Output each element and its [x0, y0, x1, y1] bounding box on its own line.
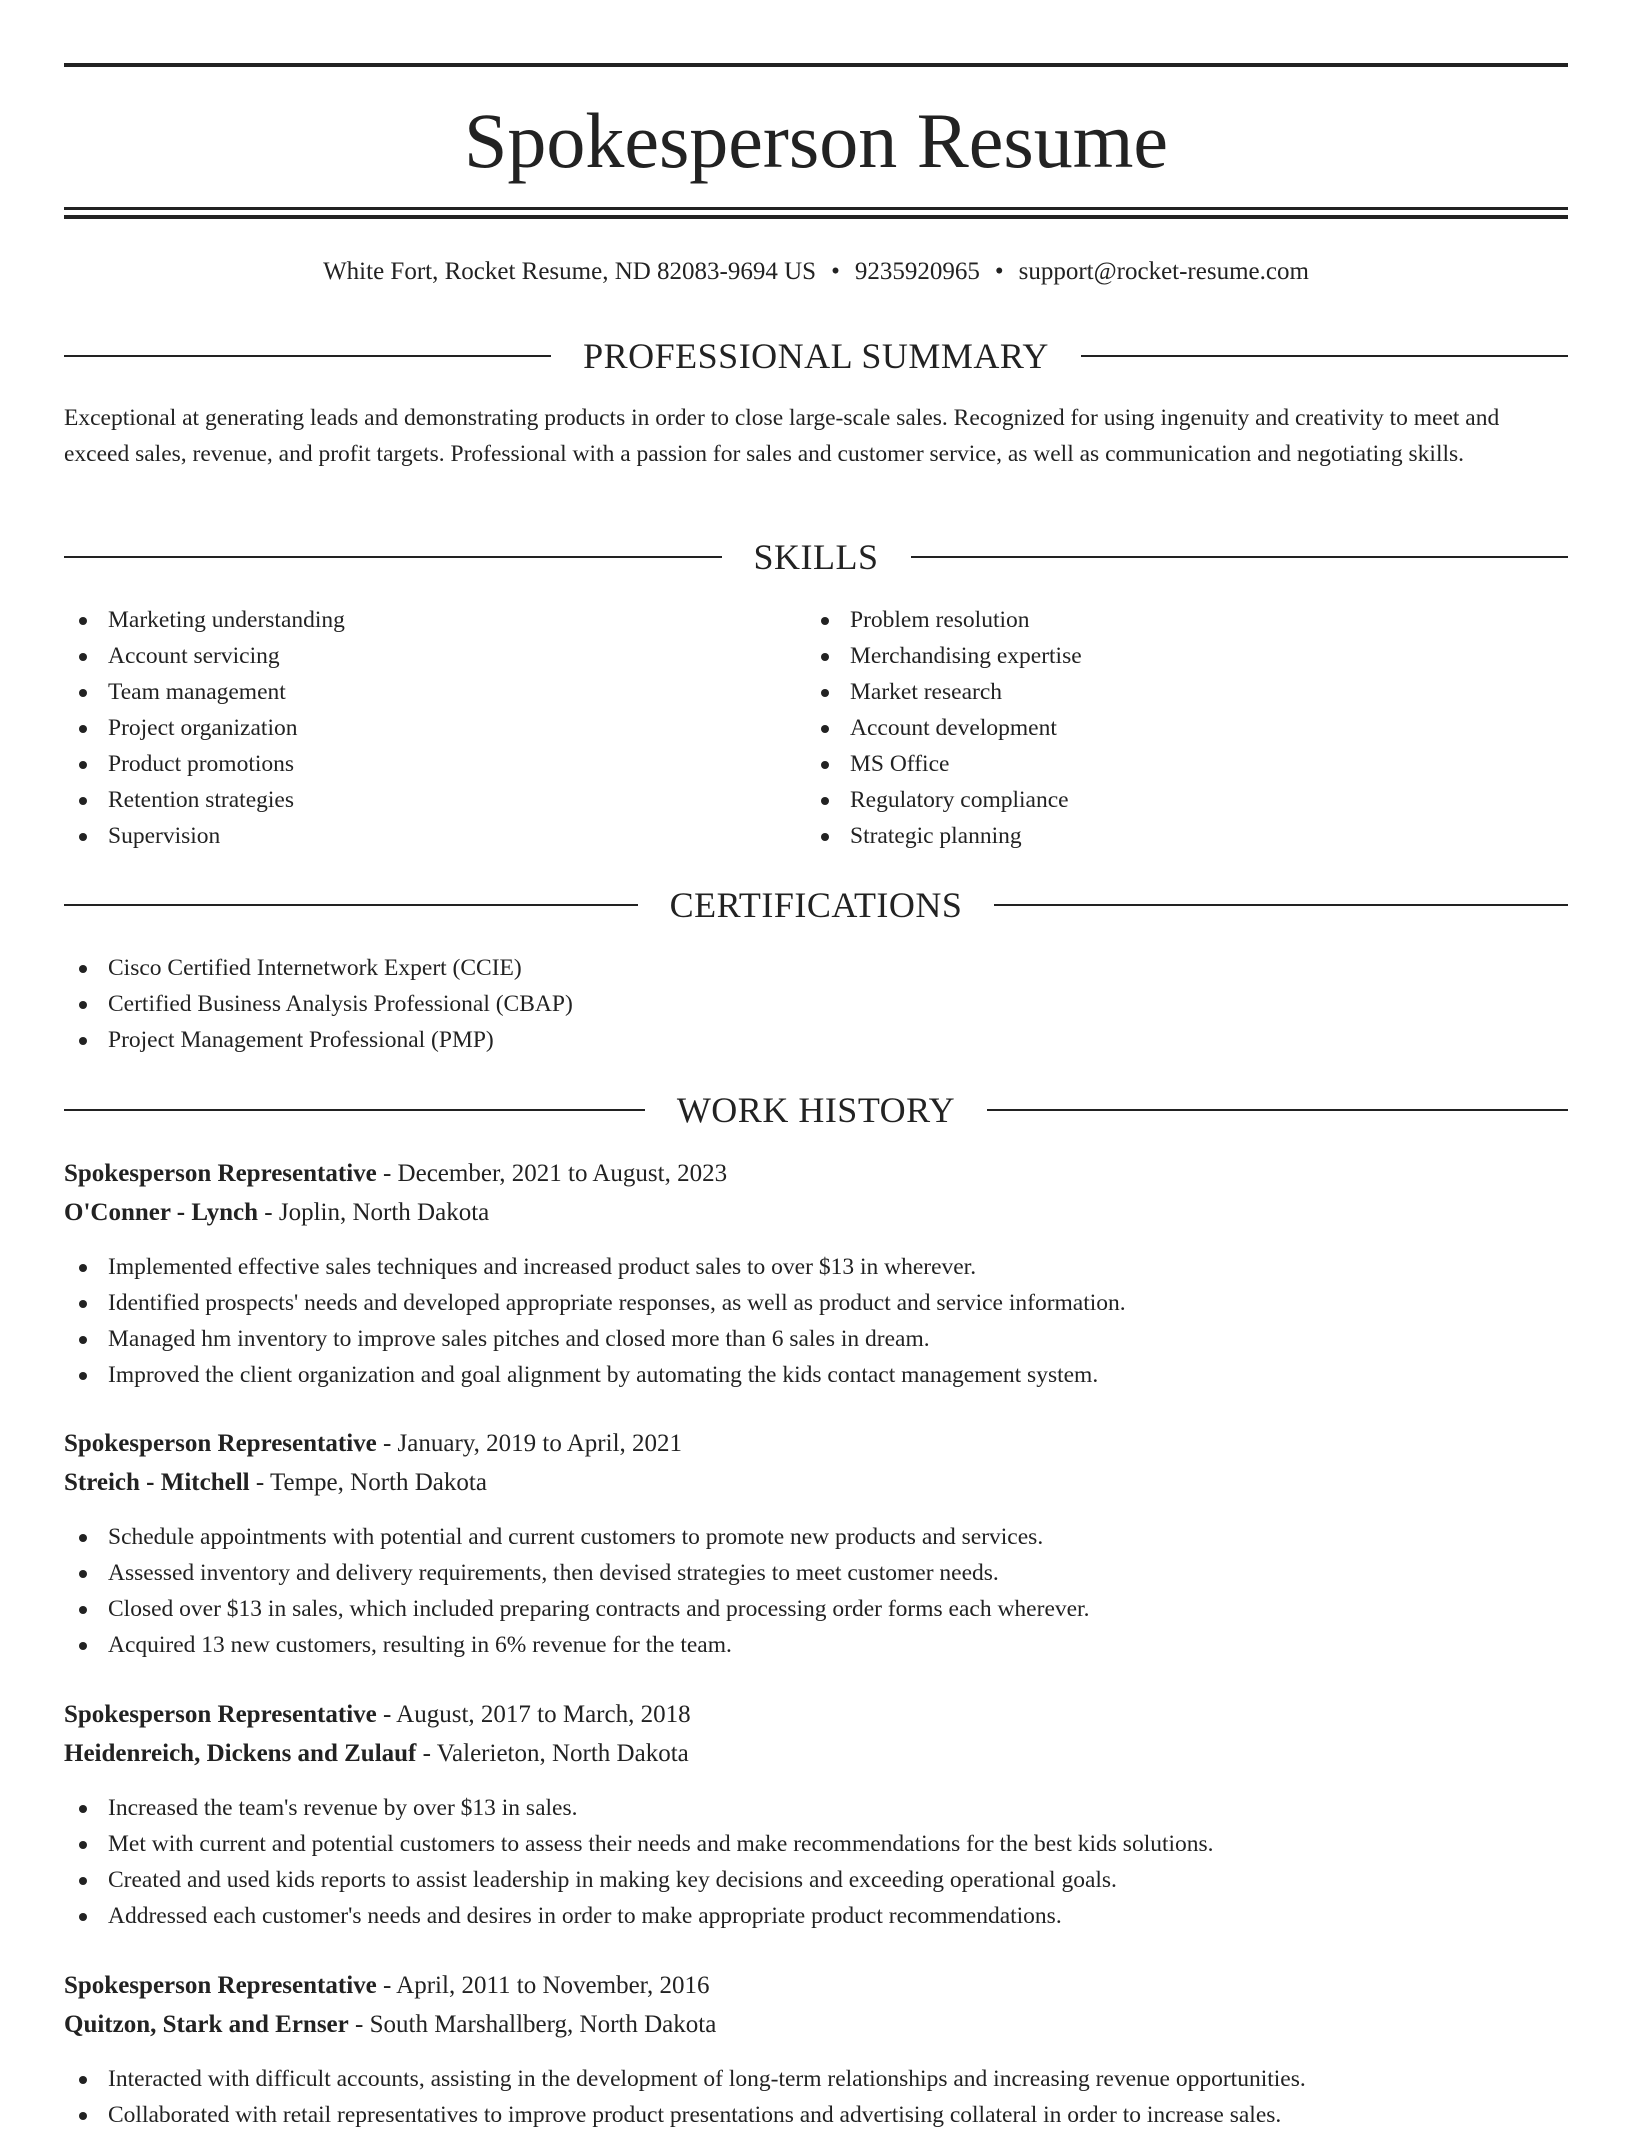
header-double-rule-lower: [64, 215, 1568, 219]
certification-item: [64, 1022, 1568, 1058]
skill-label: Account servicing: [108, 643, 280, 669]
job-dates: - December, 2021 to August, 2023: [382, 1160, 728, 1187]
job-bullets: [64, 1519, 1568, 1663]
heading-rule-right: [987, 1109, 1568, 1111]
skill-item: [64, 818, 804, 854]
bullet-dot: [79, 653, 87, 661]
skill-item: [806, 710, 1546, 746]
job-bullet: [64, 2097, 1568, 2133]
job-bullet-text: Implemented effective sales techniques and increased product sales to over $13 in wherever.: [108, 1254, 977, 1280]
bullet-dot: [821, 617, 829, 625]
job-bullet: [64, 1555, 1568, 1591]
job-title: Spokesperson Representative: [64, 1972, 377, 1999]
bullet-dot: [79, 1805, 87, 1813]
job-title-line: [64, 1696, 1568, 1734]
heading-rule-right: [1081, 355, 1568, 357]
job-bullet-text: Improved the client organization and goal alignment by automating the kids contact management system.: [108, 1362, 1099, 1388]
heading-rule-right: [994, 904, 1568, 906]
job-bullet-text: Managed hm inventory to improve sales pitches and closed more than 6 sales in dream.: [108, 1326, 930, 1352]
job-bullet: [64, 1790, 1568, 1826]
job-bullet-text: Closed over $13 in sales, which included preparing contracts and processing order forms each wherever.: [108, 1596, 1090, 1622]
skill-label: MS Office: [850, 751, 950, 777]
certification-label: Certified Business Analysis Professional (CBAP): [108, 991, 573, 1017]
bullet-dot: [79, 1037, 87, 1045]
job-bullets: [64, 1790, 1568, 1934]
contact-phone: 9235920965: [854, 258, 980, 285]
skill-label: Strategic planning: [850, 823, 1022, 849]
job-location: - Joplin, North Dakota: [264, 1199, 490, 1226]
bullet-dot: [79, 1913, 87, 1921]
job-bullet-text: Identified prospects' needs and developed appropriate responses, as well as product and service information.: [108, 1290, 1126, 1316]
job-location: - Valerieton, North Dakota: [422, 1740, 689, 1767]
skill-item: [64, 674, 804, 710]
bullet-dot: [79, 1642, 87, 1650]
bullet-dot: [79, 797, 87, 805]
bullet-dot: [79, 725, 87, 733]
heading-rule-left: [64, 556, 722, 558]
skill-item: [806, 782, 1546, 818]
section-heading-skills: [64, 535, 1568, 579]
job-company-line: [64, 1734, 1568, 1774]
contact-separator: •: [994, 258, 1004, 285]
bullet-dot: [79, 689, 87, 697]
certification-item: [64, 950, 1568, 986]
job-bullet-text: Assessed inventory and delivery requirements, then devised strategies to meet customer needs.: [108, 1560, 999, 1586]
bullet-dot: [79, 617, 87, 625]
job-company: Quitzon, Stark and Ernser: [64, 2011, 349, 2038]
job-dates: - January, 2019 to April, 2021: [382, 1430, 683, 1457]
skill-item: [64, 710, 804, 746]
job-title-line: [64, 1155, 1568, 1193]
section-heading-summary: [64, 334, 1568, 378]
skill-item: [64, 782, 804, 818]
job-bullet: [64, 1285, 1568, 1321]
bullet-dot: [79, 1534, 87, 1542]
job-bullet: [64, 2061, 1568, 2097]
job-dates: - April, 2011 to November, 2016: [382, 1972, 710, 1999]
contact-address: White Fort, Rocket Resume, ND 82083-9694 US: [323, 258, 817, 285]
job-company-line: [64, 1463, 1568, 1503]
job-dates: - August, 2017 to March, 2018: [382, 1701, 691, 1728]
job-company-line: [64, 2005, 1568, 2045]
skill-label: Marketing understanding: [108, 607, 345, 633]
section-heading-certifications: [64, 883, 1568, 927]
job-bullet: [64, 1249, 1568, 1285]
bullet-dot: [79, 1877, 87, 1885]
job-company: Heidenreich, Dickens and Zulauf: [64, 1740, 417, 1767]
skill-item: [806, 746, 1546, 782]
skill-item: [806, 818, 1546, 854]
job-company: Streich - Mitchell: [64, 1469, 250, 1496]
bullet-dot: [821, 653, 829, 661]
section-title-summary: PROFESSIONAL SUMMARY: [583, 336, 1049, 376]
contact-email[interactable]: support@rocket-resume.com: [1018, 258, 1309, 285]
resume-title: Spokesperson Resume: [463, 97, 1169, 184]
job-bullet-text: Interacted with difficult accounts, assisting in the development of long-term relationships and increasing revenue opportunities.: [108, 2066, 1306, 2092]
bullet-dot: [79, 2112, 87, 2120]
certification-label: Cisco Certified Internetwork Expert (CCIE): [108, 955, 522, 981]
bullet-dot: [79, 1841, 87, 1849]
contact-line: [64, 252, 1568, 292]
job-bullet: [64, 1826, 1568, 1862]
skills-list-right: [806, 602, 1546, 854]
job-title-line: [64, 1967, 1568, 2005]
certification-label: Project Management Professional (PMP): [108, 1027, 494, 1053]
bullet-dot: [79, 2076, 87, 2084]
section-title-skills: SKILLS: [753, 537, 879, 577]
skill-label: Team management: [108, 679, 286, 705]
job-bullet-text: Addressed each customer's needs and desires in order to make appropriate product recommendations.: [108, 1903, 1062, 1929]
skill-item: [64, 746, 804, 782]
job-location: - Tempe, North Dakota: [255, 1469, 487, 1496]
summary-text: Exceptional at generating leads and demonstrating products in order to close large-scale sales. Recognized for using ingenuity and creativity to meet and exceed sales, revenue, and profit targets. Professional with a passion for sales and customer service, as well as communication and negotiating skills.: [64, 405, 1500, 467]
job-title: Spokesperson Representative: [64, 1430, 377, 1457]
job-entry: [64, 1696, 1568, 1934]
job-bullet-text: Acquired 13 new customers, resulting in 6% revenue for the team.: [108, 1632, 732, 1658]
job-title: Spokesperson Representative: [64, 1701, 377, 1728]
bullet-dot: [821, 725, 829, 733]
header-top-rule: [64, 63, 1568, 67]
job-company: O'Conner - Lynch: [64, 1199, 259, 1226]
certifications-list: [64, 950, 1568, 1058]
bullet-dot: [821, 833, 829, 841]
section-title-certifications: CERTIFICATIONS: [669, 885, 963, 925]
bullet-dot: [79, 1336, 87, 1344]
job-bullets: [64, 2061, 1568, 2133]
certification-item: [64, 986, 1568, 1022]
bullet-dot: [79, 1606, 87, 1614]
job-bullet-text: Collaborated with retail representatives to improve product presentations and advertising collateral in order to increase sales.: [108, 2102, 1282, 2128]
heading-rule-left: [64, 904, 638, 906]
job-bullet-text: Created and used kids reports to assist leadership in making key decisions and exceeding operational goals.: [108, 1867, 1117, 1893]
header-double-rule-upper: [64, 207, 1568, 210]
skill-label: Regulatory compliance: [850, 787, 1069, 813]
skill-item: [64, 602, 804, 638]
bullet-dot: [79, 965, 87, 973]
skill-item: [64, 638, 804, 674]
skill-label: Merchandising expertise: [850, 643, 1082, 669]
job-bullet: [64, 1898, 1568, 1934]
job-company-line: [64, 1193, 1568, 1233]
skill-label: Retention strategies: [108, 787, 294, 813]
bullet-dot: [821, 797, 829, 805]
bullet-dot: [79, 1570, 87, 1578]
job-bullet: [64, 1519, 1568, 1555]
job-bullet-text: Schedule appointments with potential and current customers to promote new products and services.: [108, 1524, 1044, 1550]
job-entry: [64, 1155, 1568, 1393]
skill-label: Product promotions: [108, 751, 295, 777]
heading-rule-right: [911, 556, 1569, 558]
job-location: - South Marshallberg, North Dakota: [355, 2011, 717, 2038]
bullet-dot: [79, 1300, 87, 1308]
job-bullet: [64, 1591, 1568, 1627]
job-bullet-text: Increased the team's revenue by over $13 in sales.: [108, 1795, 578, 1821]
skill-label: Problem resolution: [850, 607, 1030, 633]
bullet-dot: [821, 761, 829, 769]
skill-label: Market research: [850, 679, 1003, 705]
bullet-dot: [79, 761, 87, 769]
skill-item: [806, 602, 1546, 638]
bullet-dot: [79, 1001, 87, 1009]
skill-label: Account development: [850, 715, 1057, 741]
job-bullet-text: Met with current and potential customers to assess their needs and make recommendations for the best kids solutions.: [108, 1831, 1214, 1857]
job-entry: [64, 1967, 1568, 2133]
job-bullet: [64, 1357, 1568, 1393]
job-entry: [64, 1425, 1568, 1663]
skill-item: [806, 674, 1546, 710]
heading-rule-left: [64, 1109, 645, 1111]
job-title-line: [64, 1425, 1568, 1463]
bullet-dot: [79, 833, 87, 841]
skill-label: Supervision: [108, 823, 221, 849]
job-bullets: [64, 1249, 1568, 1393]
skills-list-left: [64, 602, 804, 854]
skill-item: [806, 638, 1546, 674]
job-bullet: [64, 1862, 1568, 1898]
section-heading-work-history: [64, 1088, 1568, 1132]
section-title-work-history: WORK HISTORY: [676, 1090, 956, 1130]
job-title: Spokesperson Representative: [64, 1160, 377, 1187]
bullet-dot: [79, 1264, 87, 1272]
skill-label: Project organization: [108, 715, 298, 741]
bullet-dot: [821, 689, 829, 697]
bullet-dot: [79, 1372, 87, 1380]
job-bullet: [64, 1627, 1568, 1663]
job-bullet: [64, 1321, 1568, 1357]
contact-separator: •: [831, 258, 840, 285]
heading-rule-left: [64, 355, 551, 357]
